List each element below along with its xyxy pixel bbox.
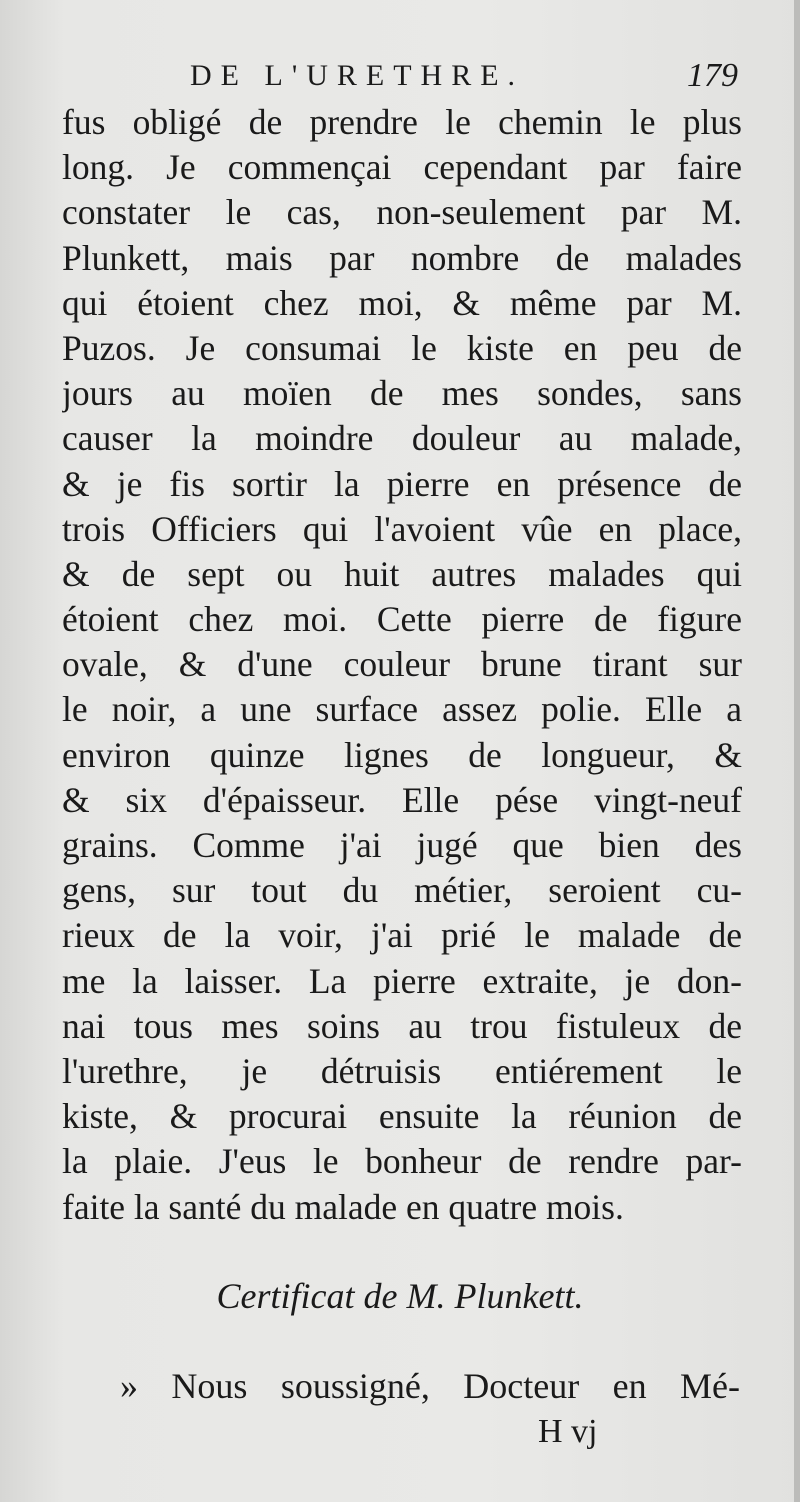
text-line: qui étoient chez moi, & même par M.	[62, 282, 742, 323]
text-line: grains. Comme j'ai jugé que bien des	[62, 825, 742, 865]
text-line: & je fis sortir la pierre en présence de	[62, 463, 742, 504]
text-line: faite la santé du malade en quatre mois.	[62, 1186, 624, 1227]
text-line: rieux de la voir, j'ai prié le malade de	[62, 915, 742, 956]
text-line: ovale, & d'une couleur brune tirant sur	[62, 644, 742, 685]
text-line: jours au moïen de mes sondes, sans	[62, 373, 742, 414]
text-line: & six d'épaisseur. Elle pése vingt-neuf	[62, 779, 742, 820]
text-line: trois Officiers qui l'avoient vûe en place,	[62, 508, 742, 549]
text-line: gens, sur tout du métier, seroient cu-	[62, 870, 742, 911]
text-line: Plunkett, mais par nombre de malades	[62, 237, 742, 278]
text-line: long. Je commençai cependant par faire	[62, 147, 742, 188]
page-number: 179	[687, 57, 738, 94]
text-line: le noir, a une surface assez polie. Elle a	[62, 689, 742, 730]
signature-mark: H vj	[538, 1413, 598, 1450]
text-line: Puzos. Je consumai le kiste en peu de	[62, 327, 742, 368]
text-line: & de sept ou huit autres malades qui	[62, 553, 742, 594]
text-line: l'urethre, je détruisis entiérement le	[62, 1050, 742, 1091]
text-line: environ quinze lignes de longueur, &	[62, 734, 742, 775]
text-line: nai tous mes soins au trou fistuleux de	[62, 1005, 742, 1046]
page-header	[190, 55, 750, 105]
text-line: fus obligé de prendre le chemin le plus	[62, 102, 742, 142]
text-line: kiste, & procurai ensuite la réunion de	[62, 1096, 742, 1137]
running-title: DE L'URETHRE.	[190, 59, 525, 92]
text-line: étoient chez moi. Cette pierre de figure	[62, 599, 742, 640]
text-line: me la laisser. La pierre extraite, je don-	[62, 960, 742, 1001]
body-text	[62, 100, 742, 1230]
text-line: la plaie. J'eus le bonheur de rendre par-	[62, 1141, 742, 1182]
quote-line: » Nous soussigné, Docteur en Mé-	[120, 1366, 740, 1406]
text-line: constater le cas, non-seulement par M.	[62, 192, 742, 233]
text-line: causer la moindre douleur au malade,	[62, 418, 742, 459]
certificate-heading: Certificat de M. Plunkett.	[216, 1276, 584, 1316]
